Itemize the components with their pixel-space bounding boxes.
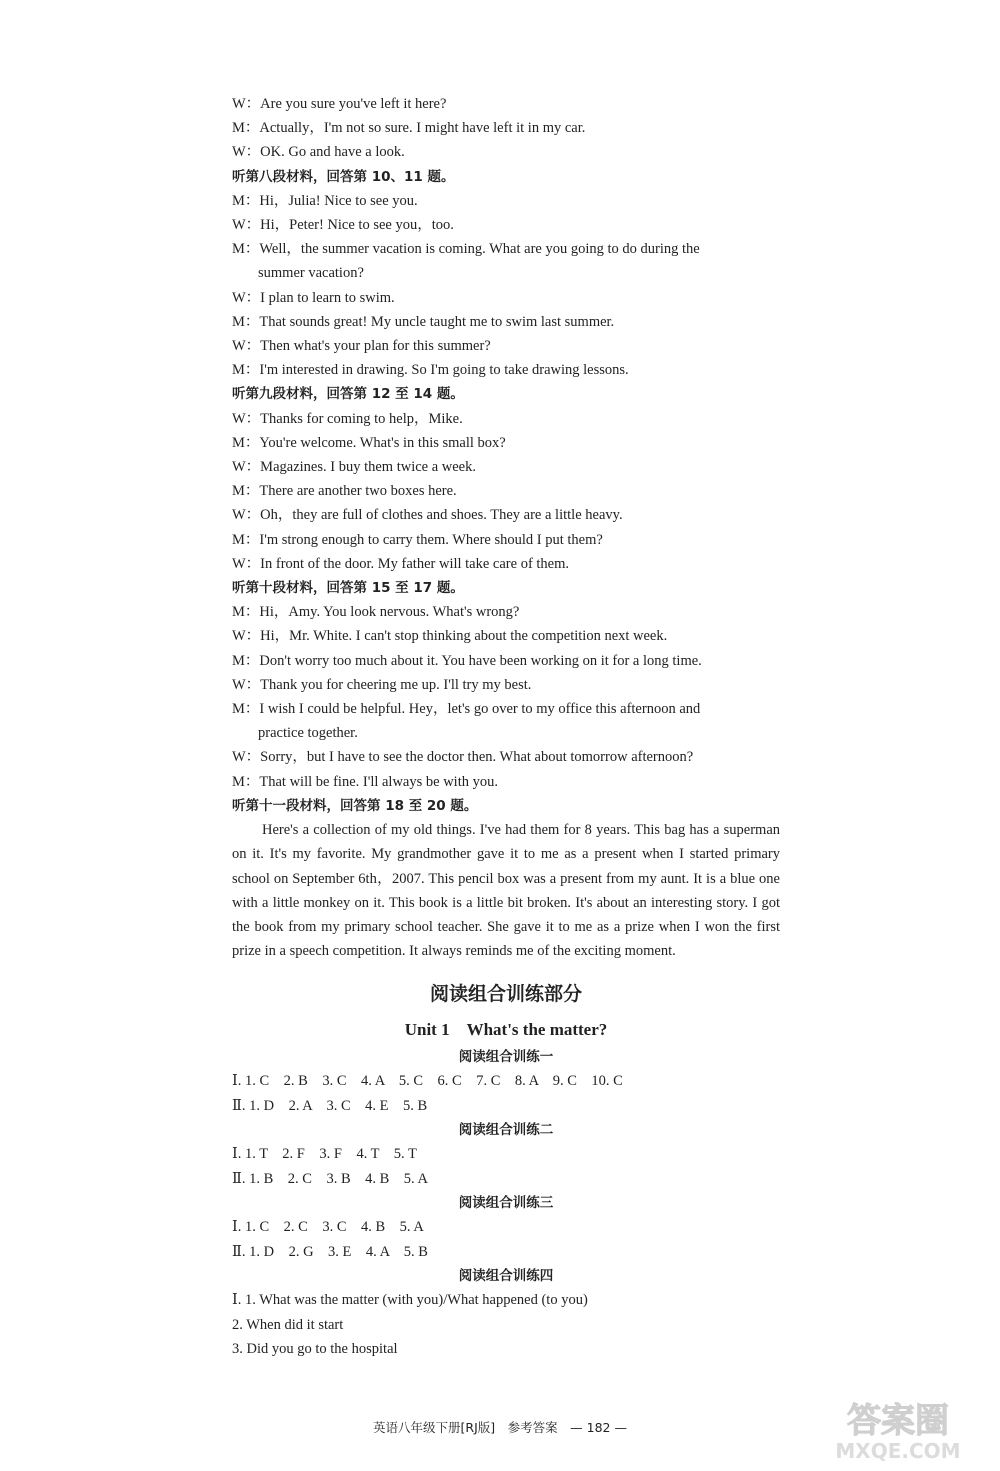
- dialogue-line: M：You're welcome. What's in this small box?: [232, 434, 506, 451]
- section-title: 阅读组合训练部分: [429, 983, 582, 1006]
- dialogue-line: W：OK. Go and have a look.: [232, 144, 405, 161]
- section-heading: 听第九段材料，回答第 12 至 14 题。: [232, 386, 464, 403]
- watermark-logo: [818, 1392, 978, 1464]
- dialogue-line: W：In front of the door. My father will take care of them.: [232, 555, 570, 572]
- exercises-section: [232, 1045, 780, 1362]
- answer-row: 2. When did it start: [232, 1316, 344, 1333]
- dialogue-line: W：Hi，Peter! Nice to see you，too.: [232, 217, 454, 234]
- dialogue-line: practice together.: [258, 725, 358, 742]
- dialogue-line: W：Then what's your plan for this summer?: [232, 338, 491, 355]
- dialogue-line: summer vacation?: [258, 265, 364, 282]
- answer-row: Ⅰ. 1. What was the matter (with you)/What happened (to you): [232, 1292, 588, 1309]
- answer-row: Ⅱ. 1. D 2. G 3. E 4. A 5. B: [232, 1243, 428, 1260]
- dialogue-line: W：Sorry，but I have to see the doctor then. What about tomorrow afternoon?: [232, 749, 694, 766]
- dialogue-line: W：I plan to learn to swim.: [232, 289, 395, 306]
- dialogue-line: W：Oh，they are full of clothes and shoes. They are a little heavy.: [232, 507, 623, 524]
- section-heading: 听第十段材料，回答第 15 至 17 题。: [232, 580, 464, 597]
- answer-row: Ⅱ. 1. B 2. C 3. B 4. B 5. A: [232, 1170, 428, 1187]
- dialogue-line: M：Hi，Amy. You look nervous. What's wrong?: [232, 604, 520, 621]
- dialogue-line: M：Don't worry too much about it. You have been working on it for a long time.: [232, 652, 702, 669]
- dialogue-line: M：I wish I could be helpful. Hey，let's go over to my office this afternoon and: [232, 701, 701, 718]
- watermark-text-bottom: MXQE.COM: [835, 1439, 961, 1463]
- answer-row: 3. Did you go to the hospital: [232, 1341, 398, 1358]
- passage-paragraph: Here's a collection of my old things. I've had them for 8 years. This bag has a superman on it. It's my favorite. My grandmother gave it to me as a present when I started primary school on September 6th，2007. This pencil box was a present from my aunt. It is a blue one with a little monkey on it. This book is a little bit broken. It's about an interesting story. I got the book from my primary school teacher. She gave it to me as a prize when I won the first prize in a speech competition. It always reminds me of the exciting moment.: [232, 822, 780, 960]
- watermark-text-top: 答案圈: [847, 1401, 949, 1441]
- dialogue-line: M：I'm strong enough to carry them. Where should I put them?: [232, 531, 603, 548]
- answer-row: Ⅰ. 1. C 2. B 3. C 4. A 5. C 6. C 7. C 8. A 9. C 10. C: [232, 1073, 623, 1090]
- dialogue-line: M：Actually，I'm not so sure. I might have left it in my car.: [232, 120, 586, 137]
- section-heading: 听第十一段材料，回答第 18 至 20 题。: [232, 797, 478, 814]
- dialogue-line: W：Magazines. I buy them twice a week.: [232, 459, 476, 476]
- exercise-title: 阅读组合训练二: [458, 1122, 554, 1139]
- unit-title: Unit 1 What's the matter?: [404, 1020, 608, 1040]
- exercise-title: 阅读组合训练三: [458, 1195, 554, 1212]
- dialogue-line: M：I'm interested in drawing. So I'm going to take drawing lessons.: [232, 362, 629, 379]
- answer-row: Ⅰ. 1. C 2. C 3. C 4. B 5. A: [232, 1219, 424, 1236]
- exercise-title: 阅读组合训练四: [458, 1268, 554, 1285]
- dialogue-line: M：That will be fine. I'll always be with you.: [232, 773, 498, 790]
- answer-row: Ⅰ. 1. T 2. F 3. F 4. T 5. T: [232, 1146, 417, 1163]
- dialogue-line: W：Hi，Mr. White. I can't stop thinking about the competition next week.: [232, 628, 668, 645]
- answer-row: Ⅱ. 1. D 2. A 3. C 4. E 5. B: [232, 1097, 428, 1114]
- dialogue-line: W：Thanks for coming to help，Mike.: [232, 410, 463, 427]
- dialogue-line: M：Well，the summer vacation is coming. What are you going to do during the: [232, 241, 700, 258]
- page-footer: 英语八年级下册[RJ版] 参考答案 — 182 —: [373, 1420, 627, 1435]
- page-content: [232, 92, 780, 1362]
- dialogue-line: M：That sounds great! My uncle taught me to swim last summer.: [232, 313, 615, 330]
- dialogue-section: [232, 92, 780, 818]
- dialogue-line: W：Thank you for cheering me up. I'll try my best.: [232, 676, 532, 693]
- dialogue-line: W：Are you sure you've left it here?: [232, 96, 447, 112]
- section-heading: 听第八段材料，回答第 10、11 题。: [232, 168, 455, 185]
- dialogue-line: M：There are another two boxes here.: [232, 483, 457, 500]
- dialogue-line: M：Hi，Julia! Nice to see you.: [232, 192, 418, 209]
- exercise-title: 阅读组合训练一: [458, 1049, 554, 1066]
